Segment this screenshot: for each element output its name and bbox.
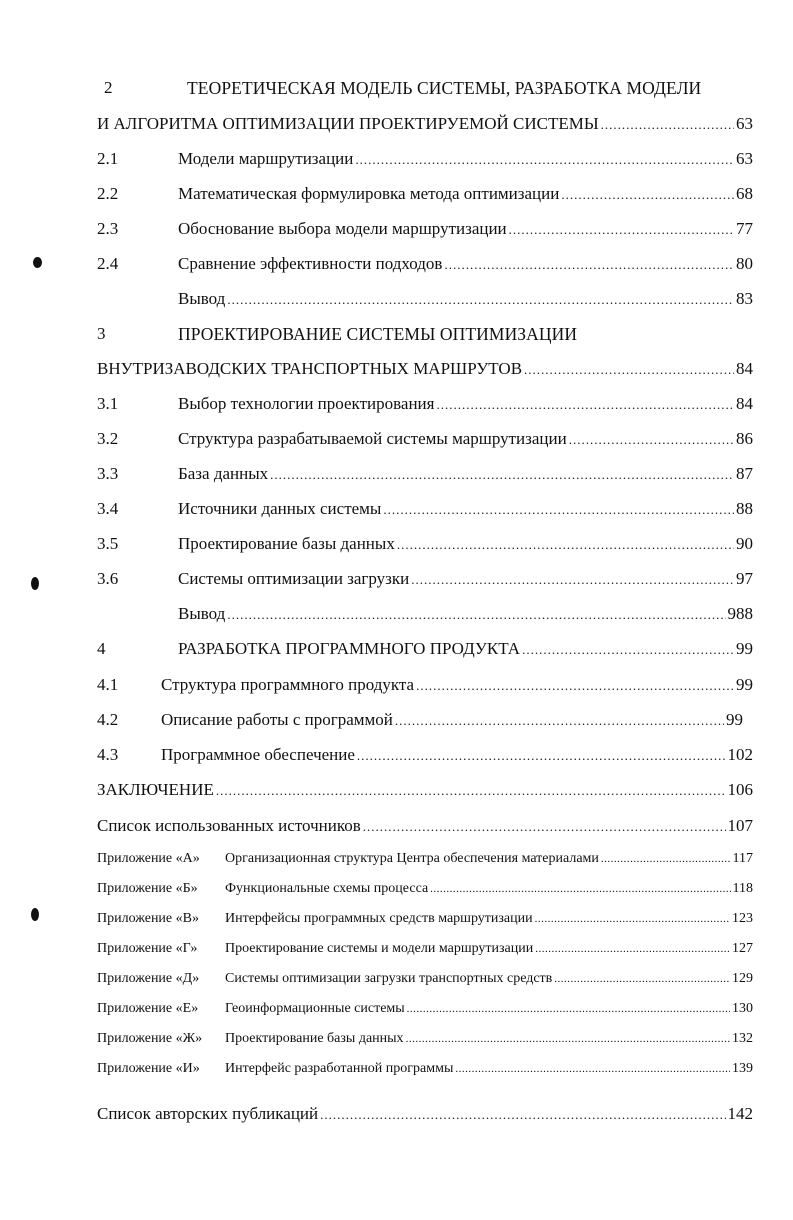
leader-dots xyxy=(227,289,734,311)
references-title: Список использованных источников xyxy=(97,816,361,835)
toc-entry-2-2[interactable] xyxy=(178,183,753,206)
page-number: 99 xyxy=(736,675,753,694)
section-title: База данных xyxy=(178,464,269,483)
toc-entry-4-2[interactable] xyxy=(161,709,743,732)
appendix-title: Функциональные схемы процесса xyxy=(225,881,429,896)
toc-entry-2-1[interactable] xyxy=(178,148,753,171)
page-number: 99 xyxy=(726,710,743,729)
leader-dots xyxy=(407,998,730,1020)
toc-entry-2-3[interactable] xyxy=(178,218,753,241)
leader-dots xyxy=(524,359,734,381)
leader-dots xyxy=(270,464,734,486)
page-number: 130 xyxy=(732,1001,753,1016)
appendix-label: Приложение «А» xyxy=(97,851,200,866)
section-title: Системы оптимизации загрузки xyxy=(178,569,410,588)
leader-dots xyxy=(216,780,726,802)
page-number: 118 xyxy=(732,881,753,896)
section-number: 4.3 xyxy=(97,745,119,764)
toc-entry-appendix-g[interactable] xyxy=(97,938,753,960)
chapter-3-title-line1: ПРОЕКТИРОВАНИЕ СИСТЕМЫ ОПТИМИЗАЦИИ xyxy=(178,324,578,344)
page-number: 63 xyxy=(736,114,753,133)
scan-smudge xyxy=(31,577,39,590)
page-number: 102 xyxy=(727,745,753,764)
section-number: 4.1 xyxy=(97,675,119,694)
section-number: 2.1 xyxy=(97,149,119,168)
section-title: Вывод xyxy=(178,604,226,623)
leader-dots xyxy=(416,675,734,697)
page-number: 68 xyxy=(736,184,753,203)
section-number: 4.2 xyxy=(97,710,119,729)
appendix-label: Приложение «И» xyxy=(97,1061,200,1076)
toc-entry-3-5[interactable] xyxy=(178,533,753,556)
page-number: 90 xyxy=(736,534,753,553)
appendix-title: Интерфейс разработанной программы xyxy=(225,1061,454,1076)
page-number: 80 xyxy=(736,254,753,273)
page-number: 117 xyxy=(732,851,753,866)
leader-dots xyxy=(444,254,734,276)
toc-entry-appendix-a[interactable] xyxy=(97,848,753,870)
page-number: 129 xyxy=(732,971,753,986)
page-number: 84 xyxy=(736,359,753,378)
toc-entry-4-1[interactable] xyxy=(161,674,753,697)
appendix-title: Проектирование системы и модели маршрутизации xyxy=(225,941,534,956)
toc-entry-2-4[interactable] xyxy=(178,253,753,276)
publications-title: Список авторских публикаций xyxy=(97,1104,319,1123)
appendix-title: Системы оптимизации загрузки транспортных средств xyxy=(225,971,553,986)
toc-entry-3-1[interactable] xyxy=(178,393,753,416)
chapter-3-number: 3 xyxy=(97,324,106,343)
leader-dots xyxy=(363,816,726,838)
page-number: 63 xyxy=(736,149,753,168)
appendix-title: Интерфейсы программных средств маршрутизации xyxy=(225,911,533,926)
section-title: Математическая формулировка метода оптимизации xyxy=(178,184,560,203)
section-number: 3.2 xyxy=(97,429,119,448)
leader-dots xyxy=(357,745,726,767)
leader-dots xyxy=(406,1028,730,1050)
leader-dots xyxy=(509,219,734,241)
page-number: 86 xyxy=(736,429,753,448)
leader-dots xyxy=(455,1058,730,1080)
leader-dots xyxy=(601,114,734,136)
section-title: Выбор технологии проектирования xyxy=(178,394,435,413)
toc-entry-appendix-d[interactable] xyxy=(97,968,753,990)
toc-entry-references[interactable] xyxy=(97,815,753,838)
leader-dots xyxy=(522,639,734,661)
page-number: 132 xyxy=(732,1031,753,1046)
leader-dots xyxy=(569,429,734,451)
leader-dots xyxy=(554,968,730,990)
section-title: Вывод xyxy=(178,289,226,308)
page-number: 99 xyxy=(736,639,753,658)
section-number: 3.6 xyxy=(97,569,119,588)
section-title: Проектирование базы данных xyxy=(178,534,395,553)
appendix-label: Приложение «Ж» xyxy=(97,1031,203,1046)
leader-dots xyxy=(395,710,724,732)
toc-entry-2-conclusion[interactable] xyxy=(178,288,753,311)
toc-entry-3-3[interactable] xyxy=(178,463,753,486)
section-number: 2.2 xyxy=(97,184,119,203)
page-number: 83 xyxy=(736,289,753,308)
appendix-label: Приложение «Е» xyxy=(97,1001,199,1016)
leader-dots xyxy=(383,499,734,521)
page-number: 142 xyxy=(727,1104,753,1123)
appendix-label: Приложение «Г» xyxy=(97,941,198,956)
section-number: 2.3 xyxy=(97,219,119,238)
section-title: Структура программного продукта xyxy=(161,675,415,694)
appendix-title: Организационная структура Центра обеспечения материалами xyxy=(225,851,599,866)
leader-dots xyxy=(535,938,730,960)
page-number: 84 xyxy=(736,394,753,413)
chapter-2-title-line2: И АЛГОРИТМА ОПТИМИЗАЦИИ ПРОЕКТИРУЕМОЙ СИСТЕМЫ xyxy=(97,114,599,133)
leader-dots xyxy=(430,878,730,900)
section-title: Программное обеспечение xyxy=(161,745,355,764)
toc-entry-conclusion[interactable] xyxy=(97,779,753,802)
toc-entry-3-2[interactable] xyxy=(178,428,753,451)
toc-entry-appendix-b[interactable] xyxy=(97,878,753,900)
toc-entry-appendix-i[interactable] xyxy=(97,1058,753,1080)
toc-entry-chapter-3[interactable] xyxy=(97,358,753,381)
section-title: Источники данных системы xyxy=(178,499,382,518)
toc-entry-chapter-4[interactable] xyxy=(178,638,753,661)
appendix-label: Приложение «Д» xyxy=(97,971,200,986)
section-number: 2.4 xyxy=(97,254,119,273)
scan-smudge xyxy=(33,257,42,268)
page-number: 123 xyxy=(732,911,753,926)
section-number: 3.5 xyxy=(97,534,119,553)
leader-dots xyxy=(227,604,725,626)
toc-entry-3-4[interactable] xyxy=(178,498,753,521)
toc-entry-appendix-v[interactable] xyxy=(97,908,753,930)
appendix-label: Приложение «В» xyxy=(97,911,199,926)
toc-entry-chapter-2[interactable] xyxy=(97,113,753,136)
toc-entry-appendix-e[interactable] xyxy=(97,998,753,1020)
chapter-2-number: 2 xyxy=(104,78,113,97)
page-number: 88 xyxy=(736,499,753,518)
scan-smudge xyxy=(31,908,39,921)
leader-dots xyxy=(601,848,731,870)
section-number: 3.1 xyxy=(97,394,119,413)
section-title: Структура разрабатываемой системы маршрутизации xyxy=(178,429,567,448)
leader-dots xyxy=(355,149,734,171)
toc-entry-publications[interactable] xyxy=(97,1103,753,1126)
toc-entry-appendix-zh[interactable] xyxy=(97,1028,753,1050)
toc-entry-3-6[interactable] xyxy=(178,568,753,591)
toc-entry-4-3[interactable] xyxy=(161,744,753,767)
appendix-label: Приложение «Б» xyxy=(97,881,198,896)
section-title: Модели маршрутизации xyxy=(178,149,354,168)
page-number: 87 xyxy=(736,464,753,483)
leader-dots xyxy=(561,184,734,206)
chapter-3-title-line2: ВНУТРИЗАВОДСКИХ ТРАНСПОРТНЫХ МАРШРУТОВ xyxy=(97,359,523,378)
leader-dots xyxy=(411,569,734,591)
page-number: 97 xyxy=(736,569,753,588)
leader-dots xyxy=(535,908,730,930)
section-number: 3.3 xyxy=(97,464,119,483)
section-title: Обоснование выбора модели маршрутизации xyxy=(178,219,507,238)
leader-dots xyxy=(397,534,734,556)
chapter-2-title-line1: ТЕОРЕТИЧЕСКАЯ МОДЕЛЬ СИСТЕМЫ, РАЗРАБОТКА МОДЕЛИ xyxy=(187,78,702,98)
leader-dots xyxy=(320,1104,725,1126)
conclusion-title: ЗАКЛЮЧЕНИЕ xyxy=(97,780,214,799)
section-number: 3.4 xyxy=(97,499,119,518)
section-title: Сравнение эффективности подходов xyxy=(178,254,443,273)
page-number: 988 xyxy=(727,604,753,623)
page-number: 139 xyxy=(732,1061,753,1076)
chapter-4-title: РАЗРАБОТКА ПРОГРАММНОГО ПРОДУКТА xyxy=(178,639,521,658)
page-number: 106 xyxy=(727,780,753,799)
appendix-title: Геоинформационные системы xyxy=(225,1001,405,1016)
appendix-title: Проектирование базы данных xyxy=(225,1031,404,1046)
chapter-4-number: 4 xyxy=(97,639,106,658)
page-number: 77 xyxy=(736,219,753,238)
page-number: 107 xyxy=(727,816,753,835)
leader-dots xyxy=(436,394,734,416)
toc-entry-3-conclusion[interactable] xyxy=(178,603,753,626)
section-title: Описание работы с программой xyxy=(161,710,393,729)
page-number: 127 xyxy=(732,941,753,956)
